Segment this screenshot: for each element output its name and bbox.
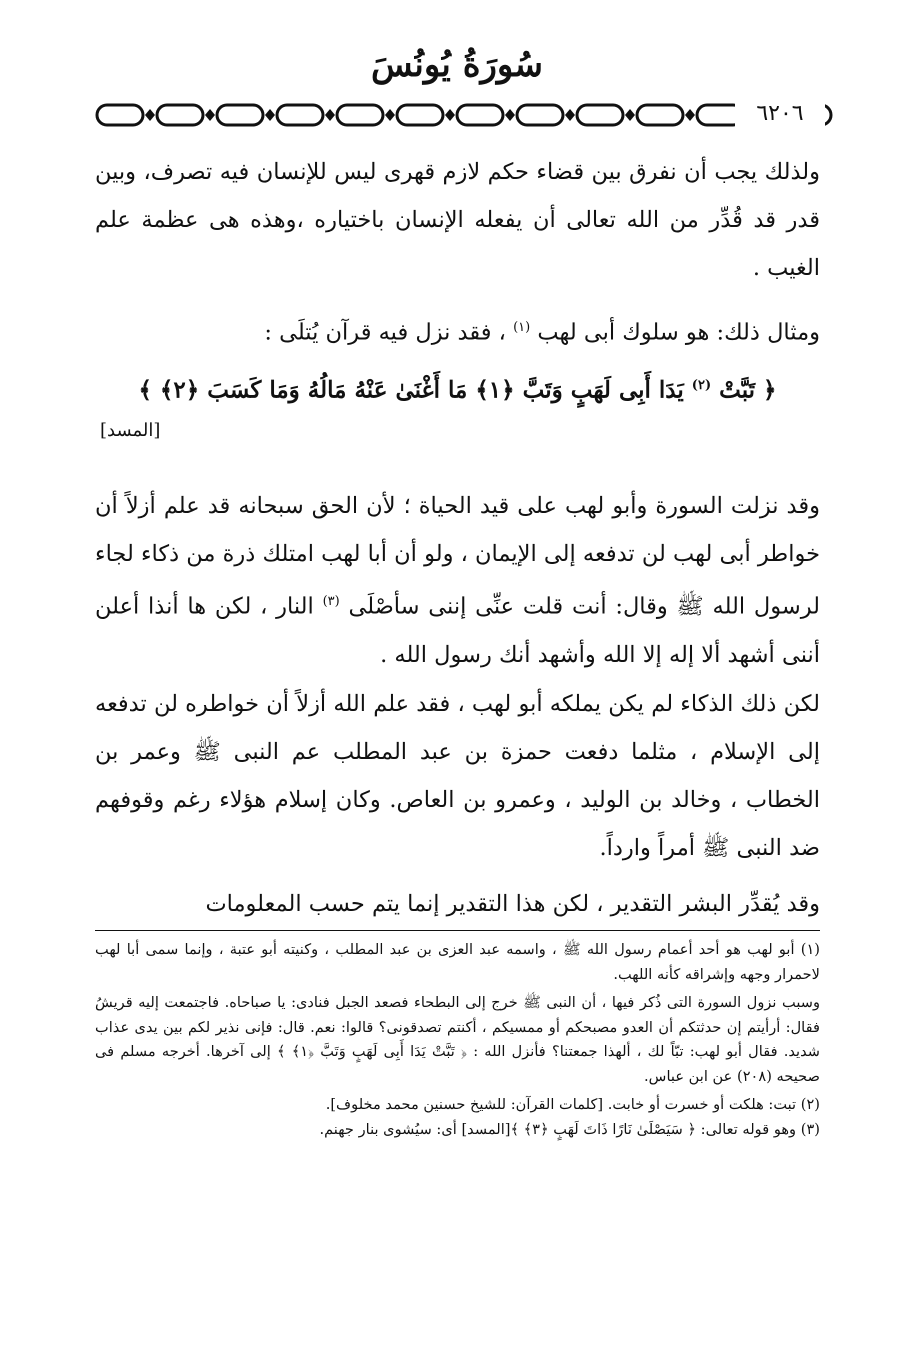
footnote-3: (٣) وهو قوله تعالى: ﴿ سَيَصْلَىٰ نَارًا ذَاتَ لَهَبٍ ﴿٣﴾ ﴾[المسد] أى: سيُشوى بنار جهنم. — [319, 1120, 820, 1138]
page-number: ٦٢٠٦ — [735, 99, 825, 129]
paragraph-2-text-b: ، فقد نزل فيه قرآن يُتلَى : — [264, 319, 506, 346]
paragraph-3-text-a: وقد نزلت السورة وأبو لهب على قيد الحياة ؛ لأن الحق سبحانه قد علم أزلاً أن خواطر أبى لهب لن تدفعه إلى الإيمان ، ولو أن أبا لهب امتلك ذرة من ذكاء لجاء لرسول الله ﷺ وقال: أنت قلت عنِّى إننى سأصْلَى — [95, 493, 821, 620]
footnote-mark-2[interactable]: (٢) — [691, 378, 712, 393]
footnote-2: (٢) تبت: هلكت أو خسرت أو خابت. [كلمات القرآن: للشيخ حسنين محمد مخلوف]. — [325, 1096, 820, 1113]
footnotes — [95, 938, 820, 1142]
verse-text-a: ﴿ تَبَّتْ — [719, 376, 777, 404]
paragraph-5-text: وقد يُقدِّر البشر التقدير ، لكن هذا التقدير إنما يتم حسب المعلومات — [205, 891, 820, 917]
paragraph-1-text: ولذلك يجب أن نفرق بين قضاء حكم لازم قهرى ليس للإنسان فيه تصرف، وبين قدر قد قُدِّر من الله تعالى أن يفعله الإنسان باختياره ،وهذه هى عظمة علم الغيب . — [95, 159, 820, 281]
surah-title: سُورَةُ يُونُسَ — [371, 45, 543, 85]
paragraph-2-text-a: ومثال ذلك: هو سلوك أبى لهب — [537, 319, 820, 346]
footnote-separator — [95, 930, 820, 931]
ornament-border — [95, 95, 835, 135]
footnote-1a: (١) أبو لهب هو أحد أعمام رسول الله ﷺ ، واسمه عبد العزى بن عبد المطلب ، وكنيته أبو عتبة ، وإنما سمى أبا لهب لاحمرار وجهه وإشراقه كأنه اللهب. — [95, 941, 820, 983]
quran-verse — [95, 362, 820, 415]
paragraph-2 — [95, 304, 820, 357]
paragraph-4 — [95, 680, 820, 872]
paragraph-1 — [95, 148, 820, 292]
footnote-mark-1[interactable]: (١) — [513, 320, 531, 335]
footnote-mark-3[interactable]: (٣) — [322, 594, 340, 609]
paragraph-5 — [95, 880, 820, 928]
verse-text-b: يَدَا أَبِى لَهَبٍ وَتَبَّ ﴿١﴾ مَا أَغْنَىٰ عَنْهُ مَالُهُ وَمَا كَسَبَ ﴿٢﴾ ﴾ — [138, 376, 684, 404]
paragraph-3-text-b: النار ، لكن ها أنذا أعلن أننى أشهد ألا إله إلا الله وأشهد أنك رسول الله . — [95, 593, 820, 668]
footnote-1b: وسبب نزول السورة التى ذُكر فيها ، أن النبى ﷺ خرج إلى البطحاء فصعد الجبل فنادى: يا صباحاه. فاجتمعت إليه قريشُ فقال: أرأيتم إن حدثتكم أن العدو مصبحكم أو ممسيكم ، أكنتم تصدقونى؟ قالوا: نعم. قال: فإنى نذير لكم بين يدى عذاب شديد. فقال أبو لهب: تبّاً لك ، ألهذا جمعتنا؟ فأنزل الله : ﴿ تَبَّتْ يَدَا أَبِى لَهَبٍ وَتَبَّ ﴿١﴾ ﴾ إلى آخرها. أخرجه مسلم فى صحيحه (٢٠٨) عن ابن عباس. — [95, 994, 820, 1085]
paragraph-4-text: لكن ذلك الذكاء لم يكن يملكه أبو لهب ، فقد علم الله أزلاً أن خواطره لن تدفعه إلى الإسلام ، مثلما دفعت حمزة بن عبد المطلب عم النبى ﷺ وعمر بن الخطاب ، وخالد بن الوليد ، وعمرو بن العاص. وكان إسلام هؤلاء رغم وقوفهم ضد النبى ﷺ أمراً وارداً. — [95, 691, 820, 861]
surah-reference: [المسد] — [100, 420, 161, 441]
paragraph-3 — [95, 482, 820, 679]
